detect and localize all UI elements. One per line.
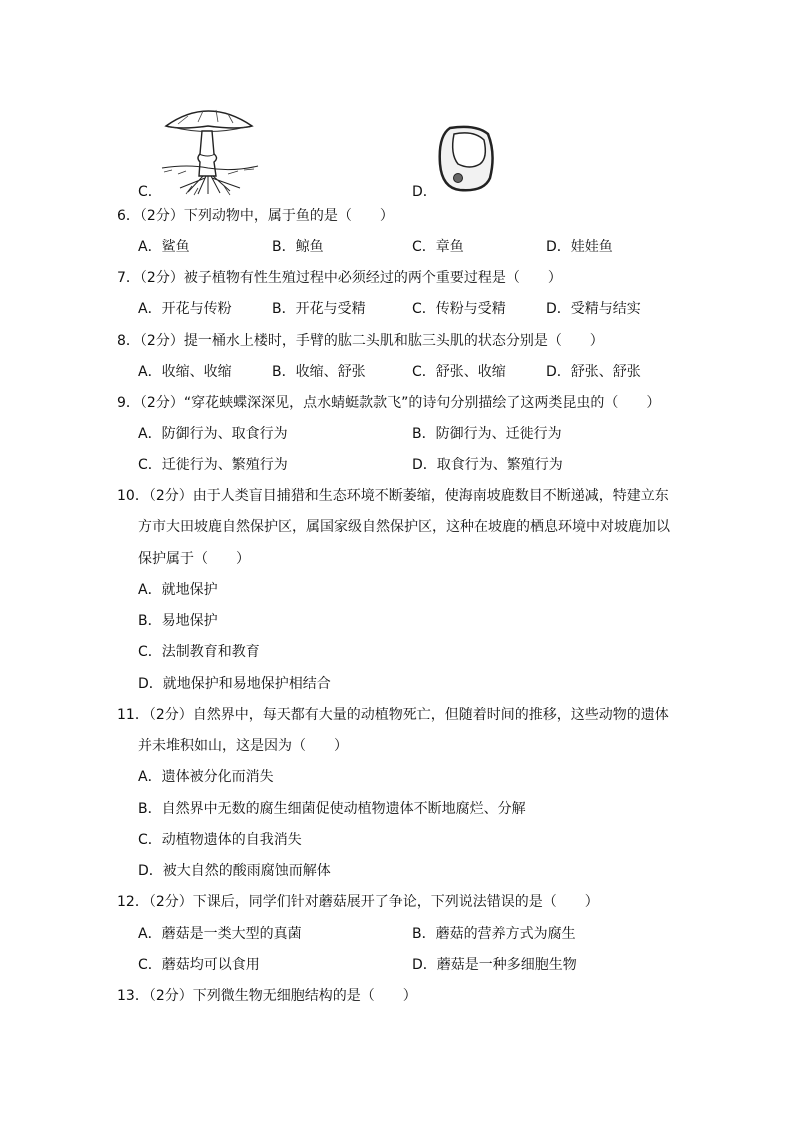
q6-option-c: C．章鱼 xyxy=(412,239,464,255)
q10-option-b: B．易地保护 xyxy=(138,613,218,629)
q12-option-b: B．蘑菇的营养方式为腐生 xyxy=(412,926,576,942)
q11-option-a: A．遗体被分化而消失 xyxy=(138,769,274,785)
q8-option-d: D．舒张、舒张 xyxy=(546,364,641,380)
q7-option-d: D．受精与结实 xyxy=(546,301,641,317)
q9-option-d: D．取食行为、繁殖行为 xyxy=(412,457,563,473)
question-7-stem: 7．（2分）被子植物有性生殖过程中必须经过的两个重要过程是（ ） xyxy=(117,270,562,286)
question-12-stem: 12．（2分）下课后，同学们针对蘑菇展开了争论，下列说法错误的是（ ） xyxy=(117,894,599,910)
question-8-stem: 8．（2分）提一桶水上楼时，手臂的肱二头肌和肱三头肌的状态分别是（ ） xyxy=(117,333,604,349)
mushroom-illustration xyxy=(158,96,262,196)
question-10-stem-line-2: 方市大田坡鹿自然保护区，属国家级自然保护区，这种在坡鹿的栖息环境中对坡鹿加以 xyxy=(138,519,670,535)
q8-option-a: A．收缩、收缩 xyxy=(138,364,232,380)
q6-option-b: B．鲸鱼 xyxy=(272,239,324,255)
q6-option-d: D．娃娃鱼 xyxy=(546,239,613,255)
q6-option-a: A．鲨鱼 xyxy=(138,239,190,255)
question-9-stem: 9．（2分）“穿花蛱蝶深深见，点水蜻蜓款款飞”的诗句分别描绘了这两类昆虫的（ ） xyxy=(117,395,661,411)
question-13-stem: 13．（2分）下列微生物无细胞结构的是（ ） xyxy=(117,988,417,1004)
q9-option-c: C．迁徙行为、繁殖行为 xyxy=(138,457,288,473)
cell-illustration xyxy=(436,124,498,194)
q7-option-a: A．开花与传粉 xyxy=(138,301,232,317)
q8-option-b: B．收缩、舒张 xyxy=(272,364,366,380)
q7-option-b: B．开花与受精 xyxy=(272,301,366,317)
question-10-stem-line-1: 10．（2分）由于人类盲目捕猎和生态环境不断萎缩，使海南坡鹿数目不断递减，特建立东 xyxy=(117,488,669,504)
q8-option-c: C．舒张、收缩 xyxy=(412,364,506,380)
q11-option-c: C．动植物遗体的自我消失 xyxy=(138,832,302,848)
question-11-stem-line-2: 并未堆积如山，这是因为（ ） xyxy=(138,738,348,754)
q11-option-d: D．被大自然的酸雨腐蚀而解体 xyxy=(138,863,331,879)
q11-option-b: B．自然界中无数的腐生细菌促使动植物遗体不断地腐烂、分解 xyxy=(138,801,526,817)
q10-option-d: D．就地保护和易地保护相结合 xyxy=(138,676,331,692)
q10-option-a: A．就地保护 xyxy=(138,582,218,598)
q9-option-a: A．防御行为、取食行为 xyxy=(138,426,288,442)
q12-option-c: C．蘑菇均可以食用 xyxy=(138,957,260,973)
q9-option-b: B．防御行为、迁徙行为 xyxy=(412,426,562,442)
q12-option-d: D．蘑菇是一种多细胞生物 xyxy=(412,957,577,973)
question-10-stem-line-3: 保护属于（ ） xyxy=(138,551,250,567)
question-6-stem: 6．（2分）下列动物中，属于鱼的是（ ） xyxy=(117,208,394,224)
question-11-stem-line-1: 11．（2分）自然界中，每天都有大量的动植物死亡，但随着时间的推移，这些动物的遗体 xyxy=(117,707,669,723)
q10-option-c: C．法制教育和教育 xyxy=(138,644,260,660)
option-d-label: D． xyxy=(412,184,437,200)
option-c-label: C． xyxy=(138,184,162,200)
q12-option-a: A．蘑菇是一类大型的真菌 xyxy=(138,926,302,942)
q7-option-c: C．传粉与受精 xyxy=(412,301,506,317)
